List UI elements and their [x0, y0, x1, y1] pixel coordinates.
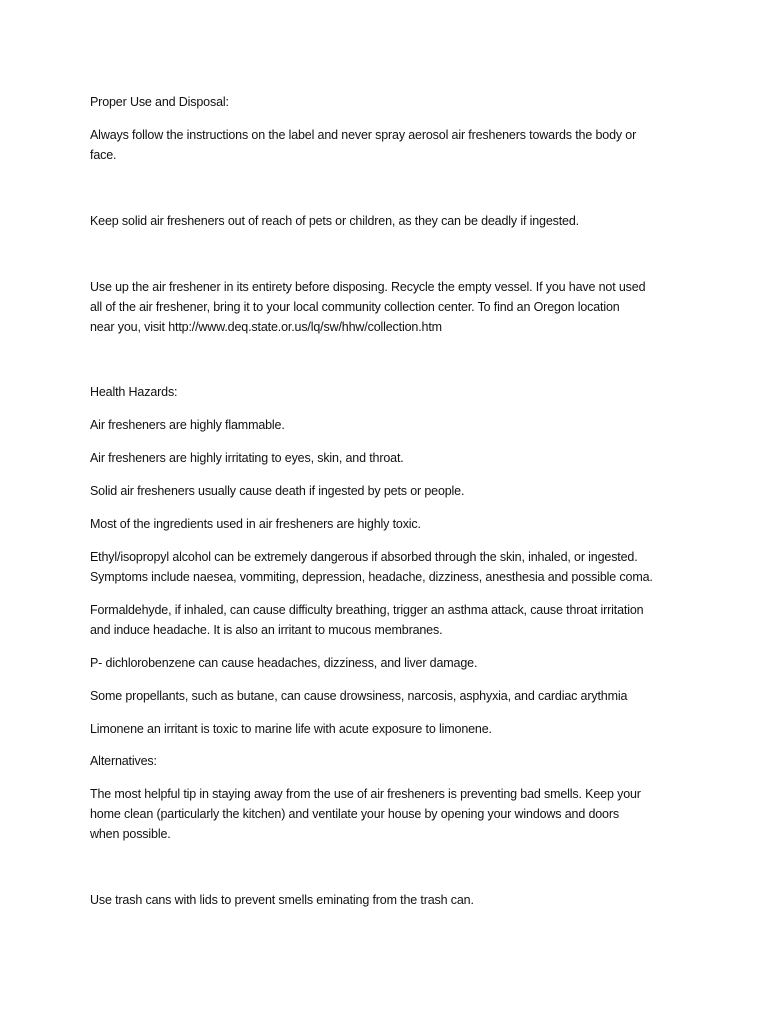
paragraph-disposal-line-3: near you, visit http://www.deq.state.or.us/lq/sw/hhw/collection.htm [90, 320, 442, 334]
alternative-tip-line-2: home clean (particularly the kitchen) and ventilate your house by opening your windows and doors [90, 807, 619, 821]
hazard-formaldehyde-line-1: Formaldehyde, if inhaled, can cause difficulty breathing, trigger an asthma attack, cause throat irritation [90, 603, 644, 617]
hazard-alcohol-line-1: Ethyl/isopropyl alcohol can be extremely dangerous if absorbed through the skin, inhaled, or ingested. [90, 550, 638, 564]
alternative-tip-line-1: The most helpful tip in staying away from the use of air fresheners is preventing bad smells. Keep your [90, 787, 641, 801]
paragraph-solid-fresheners: Keep solid air fresheners out of reach of pets or children, as they can be deadly if ingested. [90, 214, 579, 228]
paragraph-label-line-1: Always follow the instructions on the label and never spray aerosol air fresheners towards the body or [90, 128, 637, 142]
heading-use-disposal: Proper Use and Disposal: [90, 95, 229, 109]
hazard-alcohol-line-2: Symptoms include naesea, vommiting, depression, headache, dizziness, anesthesia and possible coma. [90, 570, 653, 584]
paragraph-label-line-2: face. [90, 148, 117, 162]
paragraph-disposal-line-1: Use up the air freshener in its entirety before disposing. Recycle the empty vessel. If you have not used [90, 280, 646, 294]
hazard-propellants: Some propellants, such as butane, can cause drowsiness, narcosis, asphyxia, and cardiac arythmia [90, 689, 628, 703]
hazard-irritating: Air fresheners are highly irritating to eyes, skin, and throat. [90, 451, 404, 465]
heading-health-hazards: Health Hazards: [90, 385, 178, 399]
hazard-limonene: Limonene an irritant is toxic to marine life with acute exposure to limonene. [90, 722, 492, 736]
alternative-tip-line-3: when possible. [90, 827, 171, 841]
hazard-toxic-ingredients: Most of the ingredients used in air fresheners are highly toxic. [90, 517, 421, 531]
heading-alternatives: Alternatives: [90, 754, 157, 768]
hazard-dichlorobenzene: P- dichlorobenzene can cause headaches, dizziness, and liver damage. [90, 656, 478, 670]
hazard-flammable: Air fresheners are highly flammable. [90, 418, 285, 432]
paragraph-disposal-line-2: all of the air freshener, bring it to your local community collection center. To find an Oregon location [90, 300, 620, 314]
hazard-formaldehyde-line-2: and induce headache. It is also an irritant to mucous membranes. [90, 623, 443, 637]
alternative-trash-cans: Use trash cans with lids to prevent smells eminating from the trash can. [90, 893, 474, 907]
hazard-ingestion: Solid air fresheners usually cause death if ingested by pets or people. [90, 484, 465, 498]
